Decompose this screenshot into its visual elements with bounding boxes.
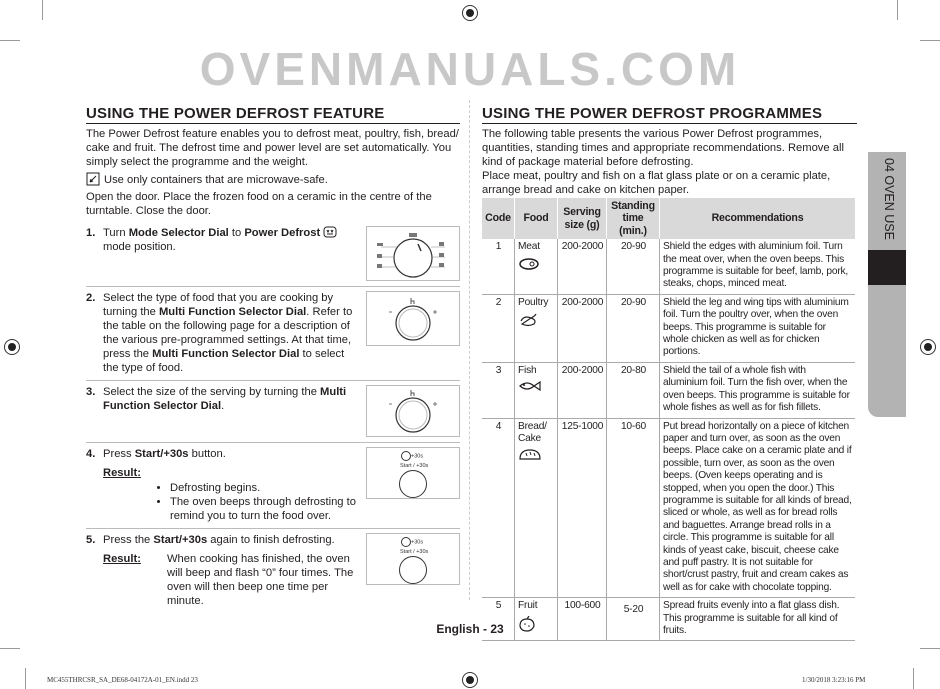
result-bullet: • Defrosting begins. [170,481,358,495]
step-text: button. [188,448,226,460]
chapter-side-tab [868,152,906,417]
recommendation-cell: Shield the leg and wing tips with aluminium foil. Turn the poultry over, when the oven beeps. This programme is suitable for whole chicken as well as for chicken portions. [660,294,856,362]
code-cell: 3 [482,362,515,418]
food-label: Meat [518,241,540,253]
step-1-row [86,222,460,286]
crop-mark [913,668,914,689]
note [86,172,460,187]
step-bold: Multi Function Selector Dial [103,386,347,412]
step-4 [86,447,358,523]
food-label: Fish [518,364,537,376]
code-cell: 4 [482,418,515,598]
step-4-row [86,442,460,528]
recommendation-cell: Shield the tail of a whole fish with aluminium foil. Turn the fish over, when the oven beeps. This programme is suitable for whole fishes as well as for fish fillets. [660,362,856,418]
registration-mark-icon [462,672,478,688]
mode-dial-illustration [366,226,460,281]
food-label: Bread/ Cake [518,420,547,444]
step-3 [86,385,358,413]
step-2 [86,291,358,375]
step-bold: Start/+30s [134,448,189,460]
button-label: +30s [411,453,424,460]
chapter-label: 04 OVEN USE [882,158,896,240]
step-text: again to finish defrosting. [207,534,335,546]
step-text: Press [103,448,135,460]
result-bullet: • The oven beeps through defrosting to remind you to turn the food over. [170,495,358,523]
step-bold: Start/+30s [153,534,208,546]
size-cell: 200-2000 [558,294,607,362]
multi-function-dial-illustration [366,385,460,437]
fish-icon [518,380,542,392]
code-cell: 1 [482,239,515,294]
step-number: 4. [86,448,96,460]
column-header: Food [515,198,558,239]
multi-function-dial-illustration [366,291,460,346]
left-column [86,105,460,613]
registration-mark-icon [920,339,936,355]
bread-icon [518,448,542,460]
intro-text: The Power Defrost feature enables you to defrost meat, poultry, fish, bread/ cake and fruit. The defrost time and power level are set automatically. You simply select the programme and the weight. [86,128,459,168]
result-label: Result: [103,553,141,565]
food-label: Fruit [518,600,538,612]
open-door-text: Open the door. Place the frozen food on a ceramic in the centre of the turntable. Close the door. [86,191,432,217]
size-cell: 125-1000 [558,418,607,598]
step-text: . [221,400,225,412]
food-label: Poultry [518,296,549,308]
right-column-header [482,105,857,197]
crop-mark [0,648,20,649]
note-text: Use only containers that are microwave-safe. [104,174,328,186]
food-cell [515,418,558,598]
meat-icon [518,257,540,271]
column-header: Recommendations [660,198,856,239]
step-text: Select the type of food that you are cooking by turning the [103,292,334,318]
step-bold: Multi Function Selector Dial [152,348,300,360]
size-cell: 200-2000 [558,239,607,294]
food-cell [515,239,558,294]
note-icon [86,172,100,186]
time-cell: 5-20 [607,598,660,641]
size-cell: 200-2000 [558,362,607,418]
step-text: . Refer to the table on the following page for a description of the various pre-programmed settings. At that time, press the [103,306,353,360]
table-row [482,418,855,598]
step-text: Turn [103,227,129,239]
step-text: to select the type of food. [103,348,345,374]
table-row [482,294,855,362]
time-cell: 20-80 [607,362,660,418]
step-text: mode position. [103,241,176,253]
button-label: Start / +30s [400,463,429,469]
button-label: Start / +30s [400,549,429,555]
poultry-icon [518,312,540,328]
time-cell: 20-90 [607,294,660,362]
recommendation-cell: Put bread horizontally on a piece of kitchen paper and turn over, as soon as the oven beeps. Place cake on a ceramic plate and if possible, turn over, as soon as the oven beeps. (Oven keeps operating and is stopped, when you open the door.) This programme is suitable for all kinds of bread, sliced or whole, as well as for bread rolls and baguettes. Arrange bread rolls in a circle. This programme is suitable for all kinds of yeast cake, biscuit, cheese cake and puff pastry. It is not suitable for short/crust pastry, fruit and cream cakes as well as for cake with chocolate topping. [660,418,856,598]
food-cell [515,294,558,362]
crop-mark [920,40,940,41]
step-text: Press the [103,534,154,546]
size-cell: 100-600 [558,598,607,641]
step-number: 3. [86,386,96,398]
recommendation-cell: Spread fruits evenly into a flat glass dish. This programme is suitable for all kind of fruits. [660,598,856,641]
column-header: Standing time (min.) [607,198,660,239]
crop-mark [42,0,43,20]
start-button-illustration [366,447,460,499]
food-cell [515,362,558,418]
footer-file: MC455THRCSR_SA_DE68-04172A-01_EN.indd 23 [47,676,198,684]
column-header: Code [482,198,515,239]
section-title: USING THE POWER DEFROST PROGRAMMES [482,105,857,124]
column-divider [469,100,470,600]
step-2-row [86,286,460,380]
table-header-row [482,198,855,239]
table-row [482,362,855,418]
defrost-programmes-table [482,198,855,641]
registration-mark-icon [4,339,20,355]
registration-mark-icon [462,5,478,21]
crop-mark [897,0,898,20]
step-5 [86,533,358,608]
section-title: USING THE POWER DEFROST FEATURE [86,105,460,124]
step-5-row [86,528,460,613]
button-label: +30s [411,539,424,546]
step-number: 1. [86,227,96,239]
recommendation-cell: Shield the edges with aluminium foil. Turn the meat over, when the oven beeps. This programme is suitable for beef, lamb, pork, steaks, chops, minced meat. [660,239,856,294]
step-text: Select the size of the serving by turning the [103,386,321,398]
footer-date: 1/30/2018 3:23:16 PM [802,676,866,684]
result-text: When cooking has finished, the oven will beep and flash “0” four times. The oven will then beep one time per minute. [167,553,354,607]
start-button-illustration [366,533,460,585]
intro-text-2: Place meat, poultry and fish on a flat glass plate or on a ceramic plate, arrange bread and cake on kitchen paper. [482,170,831,196]
page-number: English - 23 [436,622,504,636]
step-number: 2. [86,292,96,304]
column-header: Serving size (g) [558,198,607,239]
result-block [103,552,358,608]
time-cell: 10-60 [607,418,660,598]
power-defrost-icon [323,226,337,238]
table-row [482,239,855,294]
step-3-row [86,380,460,442]
intro-text: The following table presents the various Power Defrost programmes, quantities, standing times and appropriate recommendations. Remove all kind of package material before defrosting. [482,128,844,168]
step-1 [86,226,358,254]
watermark: OVENMANUALS.COM [199,43,741,95]
step-bold: Multi Function Selector Dial [158,306,307,318]
code-cell: 5 [482,598,515,641]
crop-mark [0,40,20,41]
crop-mark [25,668,26,689]
code-cell: 2 [482,294,515,362]
crop-mark [920,648,940,649]
step-number: 5. [86,534,96,546]
chapter-marker [868,250,906,285]
step-bold: Mode Selector Dial [128,227,229,239]
step-text: to [228,227,245,239]
result-label: Result: [103,467,141,479]
time-cell: 20-90 [607,239,660,294]
step-bold: Power Defrost [244,227,321,239]
